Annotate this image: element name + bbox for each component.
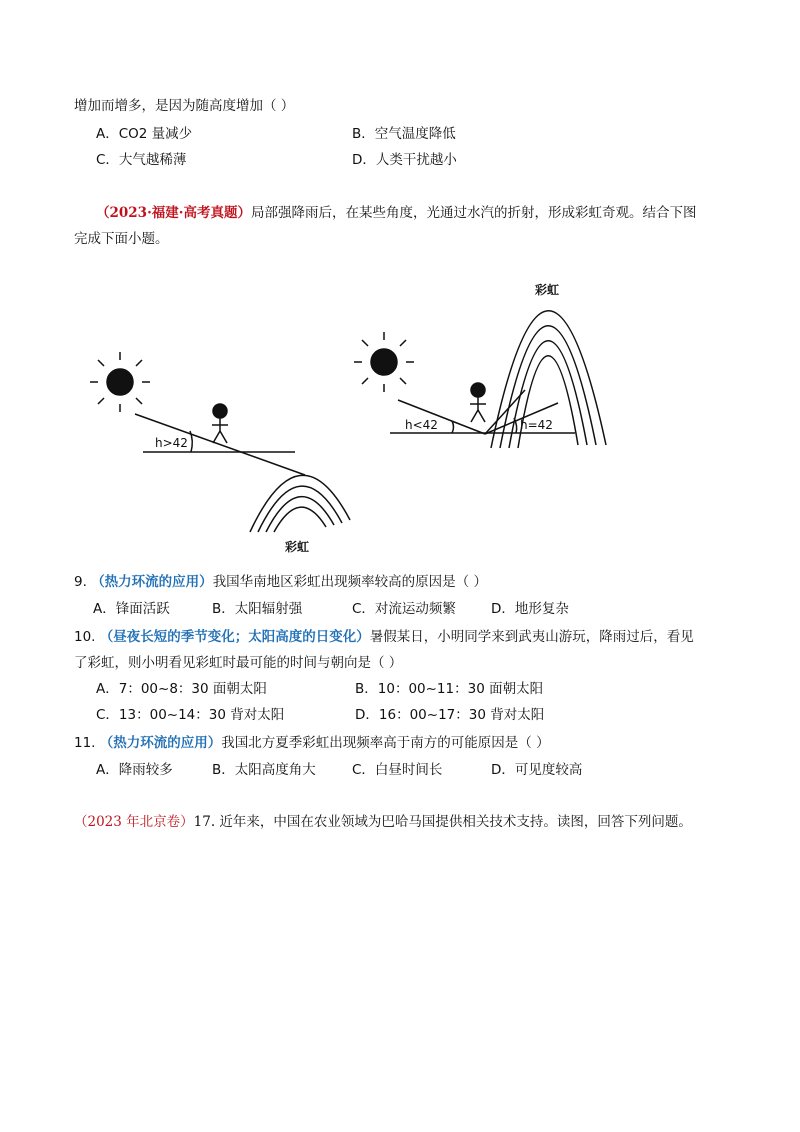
q10-stem-line-2: 了彩虹，则小明看见彩虹时最可能的时间与朝向是（ ）	[74, 655, 403, 671]
left-angle-label: h>42	[155, 436, 188, 450]
q17-source-tag: （2023 年北京卷）	[74, 814, 194, 830]
left-rainbow-label: 彩虹	[285, 540, 310, 554]
q11-stem	[74, 733, 550, 753]
q10-option-b[interactable]: B．10：00~11：30 面朝太阳	[355, 681, 544, 697]
q10-option-d[interactable]: D．16：00~17：30 背对太阳	[355, 707, 545, 723]
q9-option-a[interactable]: A．锋面活跃	[93, 601, 170, 617]
q10-number: 10.	[74, 629, 96, 645]
intro-text-1: 局部强降雨后，在某些角度，光通过水汽的折射，形成彩虹奇观。结合下图	[250, 205, 697, 221]
q10-option-a[interactable]: A．7：00~8：30 面朝太阳	[96, 681, 267, 697]
q9-option-c[interactable]: C．对流运动频繁	[352, 601, 456, 617]
left-sun-icon	[90, 352, 150, 412]
q10-text-1: 暑假某日，小明同学来到武夷山游玩，降雨过后，看见	[369, 629, 694, 645]
q11-number: 11.	[74, 735, 96, 751]
q9-text: 我国华南地区彩虹出现频率较高的原因是（ ）	[212, 574, 487, 590]
q11-option-d[interactable]: D．可见度较高	[491, 762, 583, 778]
right-rainbow-label: 彩虹	[535, 283, 560, 297]
q8-stem-tail: 增加而增多，是因为随高度增加（ ）	[74, 98, 295, 114]
intro-source-tag: （2023·福建·高考真题）	[96, 205, 251, 221]
q8-option-c[interactable]: C．大气越稀薄	[96, 152, 187, 168]
q9-number: 9.	[74, 574, 87, 590]
right-angle-arc-left	[452, 421, 454, 433]
q11-option-a[interactable]: A．降雨较多	[96, 762, 173, 778]
q17-stem	[74, 812, 692, 832]
intro-line-2: 完成下面小题。	[74, 231, 169, 247]
q11-topic-tag: （热力环流的应用）	[99, 735, 222, 751]
q9-option-d[interactable]: D．地形复杂	[491, 601, 569, 617]
q8-option-d[interactable]: D．人类干扰越小	[352, 152, 457, 168]
q17-text: 17. 近年来，中国在农业领域为巴哈马国提供相关技术支持。读图，回答下列问题。	[193, 814, 692, 830]
q9-stem	[74, 572, 487, 592]
left-person-icon	[212, 404, 228, 443]
left-rainbow-icon	[250, 475, 350, 532]
right-person-icon	[470, 383, 486, 422]
q10-option-c[interactable]: C．13：00~14：30 背对太阳	[96, 707, 285, 723]
q11-text: 我国北方夏季彩虹出现频率高于南方的可能原因是（ ）	[221, 735, 550, 751]
q11-option-c[interactable]: C．白昼时间长	[352, 762, 443, 778]
q10-topic-tag: （昼夜长短的季节变化；太阳高度的日变化）	[99, 629, 370, 645]
right-sun-icon	[354, 332, 414, 392]
q9-topic-tag: （热力环流的应用）	[91, 574, 213, 590]
q10-stem-line-1	[74, 627, 694, 647]
q8-option-a[interactable]: A．CO2 量减少	[96, 126, 193, 142]
right-angle-label-left: h<42	[405, 418, 438, 432]
right-angle-label-right: h=42	[520, 418, 553, 432]
q8-option-b[interactable]: B．空气温度降低	[352, 126, 456, 142]
q9-option-b[interactable]: B．太阳辐射强	[212, 601, 303, 617]
q11-option-b[interactable]: B．太阳高度角大	[212, 762, 316, 778]
